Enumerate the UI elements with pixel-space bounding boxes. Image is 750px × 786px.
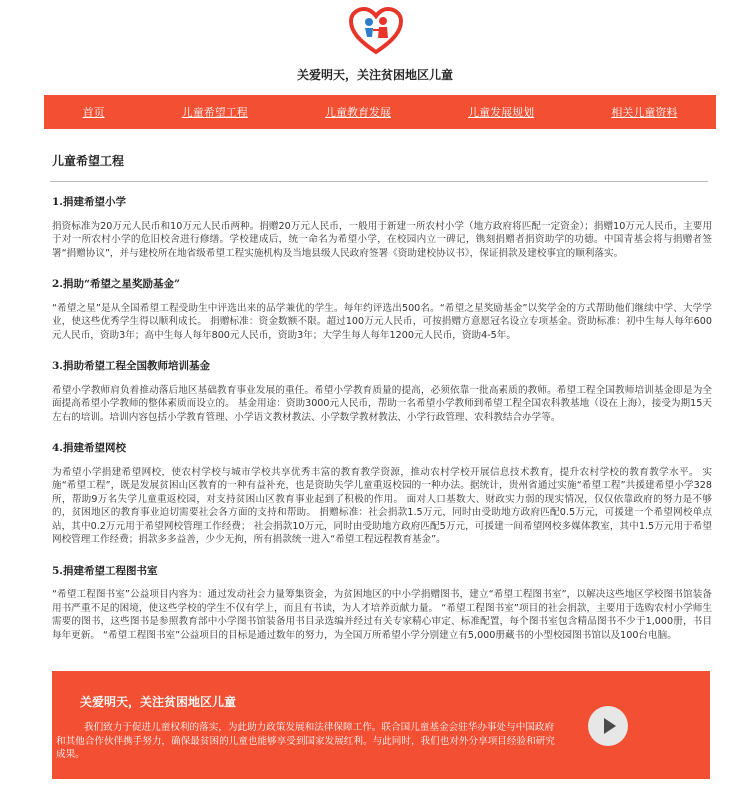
section-heading: 2.捐助“希望之星奖励基金” [52,278,181,290]
footer-title: 关爱明天，关注贫困地区儿童 [80,695,237,709]
main-nav [44,95,716,129]
footer-banner [52,671,710,779]
section-body: “希望之星”是从全国希望工程受助生中评选出来的品学兼优的学生。每年约评选出500名。“希望之星奖励基金”以奖学金的方式帮助他们继续中学、大学学业，使这些优秀学生得以顺利成长。 捐赠标准：资金数额不限。超过100万元人民币，可按捐赠方意愿冠名设立专项基金。资助标准：初中生每人每年600元人民币，资助3年；高中生每人每年800元人民币，资助3年；大学生每人每年1200元人民币，资助4-5年。 [52,302,712,341]
section-heading: 1.捐建希望小学 [52,196,126,208]
section-heading: 5.捐建希望工程图书室 [52,564,158,577]
page-title: 儿童希望工程 [52,154,125,168]
section-heading: 4.捐建希望网校 [52,442,126,454]
header-tagline: 关爱明天，关注贫困地区儿童 [296,68,453,82]
play-icon[interactable] [588,706,628,746]
section-heading: 3.捐助希望工程全国教师培训基金 [52,360,210,372]
children-heart-logo-icon [348,6,404,56]
section-body: 希望小学教师肩负着推动落后地区基础教育事业发展的重任。希望小学教育质量的提高，必须依靠一批高素质的教师。希望工程全国教师培训基金即是为全面提高希望小学教师的整体素质而设立的。 基金用途：资助3000元人民币，帮助一名希望小学教师到希望工程全国农科教基地（设在上海），接受为期15天左右的培训。培训内容包括小学教育管理、小学语文教材教法、小学数学教材教法、小学行政管理、农科教结合办学等。 [52,384,712,423]
divider [50,181,708,182]
nav-item-planning[interactable]: 儿童发展规划 [468,106,535,119]
nav-item-resources[interactable]: 相关儿童资料 [611,106,678,119]
section-body: 为希望小学捐建希望网校，使农村学校与城市学校共享优秀丰富的教育教学资源，推动农村学校开展信息技术教育，提升农村学校的教育教学水平。 实施“希望工程”，既是发展贫困山区教育的一种有益补充，也是资助失学儿童重返校园的一种办法。据统计，贵州省通过实施“希望工程”共援建希望小学328所，帮助9万名失学儿童重返校园，对支持贫困山区教育事业起到了积极的作用。 面对人口基数大、财政实力弱的现实情况，仅仅依靠政府的努力是不够的，贫困地区的教育事业迫切需要社会各方面的支持和帮助。 捐赠标准：社会捐款1.5万元，同时由受助地方政府匹配0.5万元，可援建一个希望网校单点站，其中0.2万元用于希望网校管理工作经费； 社会捐款10万元，同时由受助地方政府匹配5万元，可援建一间希望网校多媒体教室，其中1.5万元用于希望网校管理工作经费；捐款多多益善，少少无拘，所有捐款统一进入“希望工程远程教育基金”。 [52,466,712,545]
nav-item-education[interactable]: 儿童教育发展 [324,106,391,119]
section-body: “希望工程图书室”公益项目内容为：通过发动社会力量筹集资金，为贫困地区的中小学捐赠图书，建立“希望工程图书室”，以解决这些地区学校图书馆装备用书严重不足的困境，使这些学校的学生不仅有学上，而且有书读，为人才培养贡献力量。 “希望工程图书室”项目的社会捐款，主要用于选购农村小学师生需要的图书，这些图书是参照教育部中小学图书馆装备用书目录选编并经过有关专家精心审定、标准配置，每个图书室包含精品图书不少于1,000册，书目每年更新。 “希望工程图书室”公益项目的目标是通过数年的努力，为全国万所希望小学分别建立有5,000册藏书的小型校园图书馆以及100台电脑。 [52,589,712,641]
nav-item-hope-project[interactable]: 儿童希望工程 [181,106,248,119]
footer-text: 我们致力于促进儿童权利的落实，为此助力政策发展和法律保障工作。联合国儿童基金会驻华办事处与中国政府和其他合作伙伴携手努力，确保最贫困的儿童也能够享受到国家发展红利。与此同时，我们也对外分享项目经验和研究成果。 [56,722,555,760]
article-content [52,196,712,660]
section-body: 捐资标准为20万元人民币和10万元人民币两种。捐赠20万元人民币，一般用于新建一所农村小学（地方政府将匹配一定资金）；捐赠10万元人民币，主要用于对一所农村小学的危旧校舍进行修缮。学校建成后，统一命名为希望小学，在校园内立一碑记，镌刻捐赠者捐资助学的功德。中国青基会将与捐赠者签署“捐赠协议”，并与建校所在地省级希望工程实施机构及当地县级人民政府签署《资助建校协议书》，保证捐款及建校事宜的顺利落实。 [52,220,712,259]
nav-item-home[interactable]: 首页 [82,106,105,119]
